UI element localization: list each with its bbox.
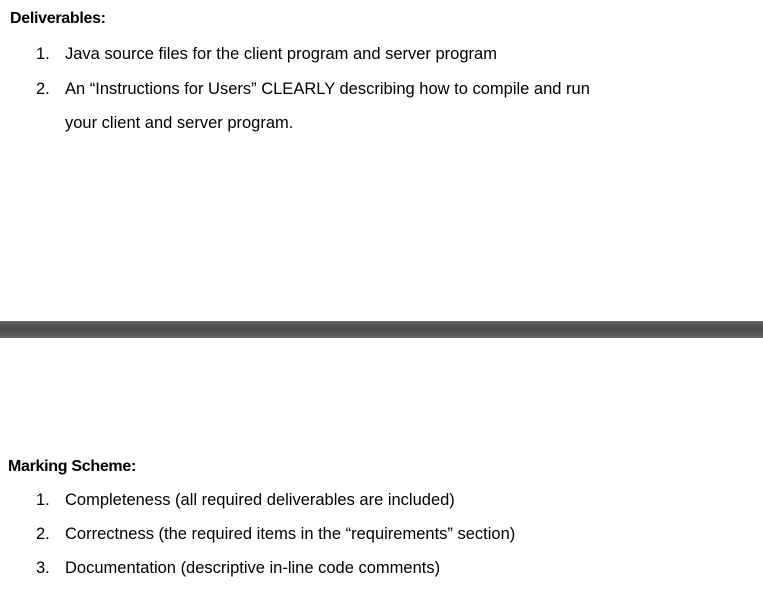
list-item-text: Documentation (descriptive in-line code comments) — [65, 559, 441, 577]
list-item-text: Java source files for the client program and server program — [65, 45, 497, 63]
marking-scheme-item-1 — [36, 490, 455, 510]
marking-scheme-heading: Marking Scheme: — [8, 458, 136, 475]
deliverables-item-2 — [36, 79, 590, 99]
list-number: 2. — [36, 525, 50, 543]
list-item-text: Correctness (the required items in the “requirements” section) — [65, 525, 516, 543]
list-number: 3. — [36, 559, 50, 577]
list-number: 2. — [36, 80, 50, 98]
deliverables-heading: Deliverables: — [10, 10, 106, 27]
list-number: 1. — [36, 491, 50, 509]
page-separator — [0, 321, 763, 338]
list-number: 1. — [36, 45, 50, 63]
list-item-text: An “Instructions for Users” CLEARLY describing how to compile and run — [65, 80, 590, 98]
deliverables-item-1 — [36, 44, 497, 64]
list-item-text: Completeness (all required deliverables are included) — [65, 491, 455, 509]
marking-scheme-item-2 — [36, 524, 515, 544]
marking-scheme-item-3 — [36, 558, 440, 578]
deliverables-item-2-continuation: your client and server program. — [65, 114, 294, 132]
